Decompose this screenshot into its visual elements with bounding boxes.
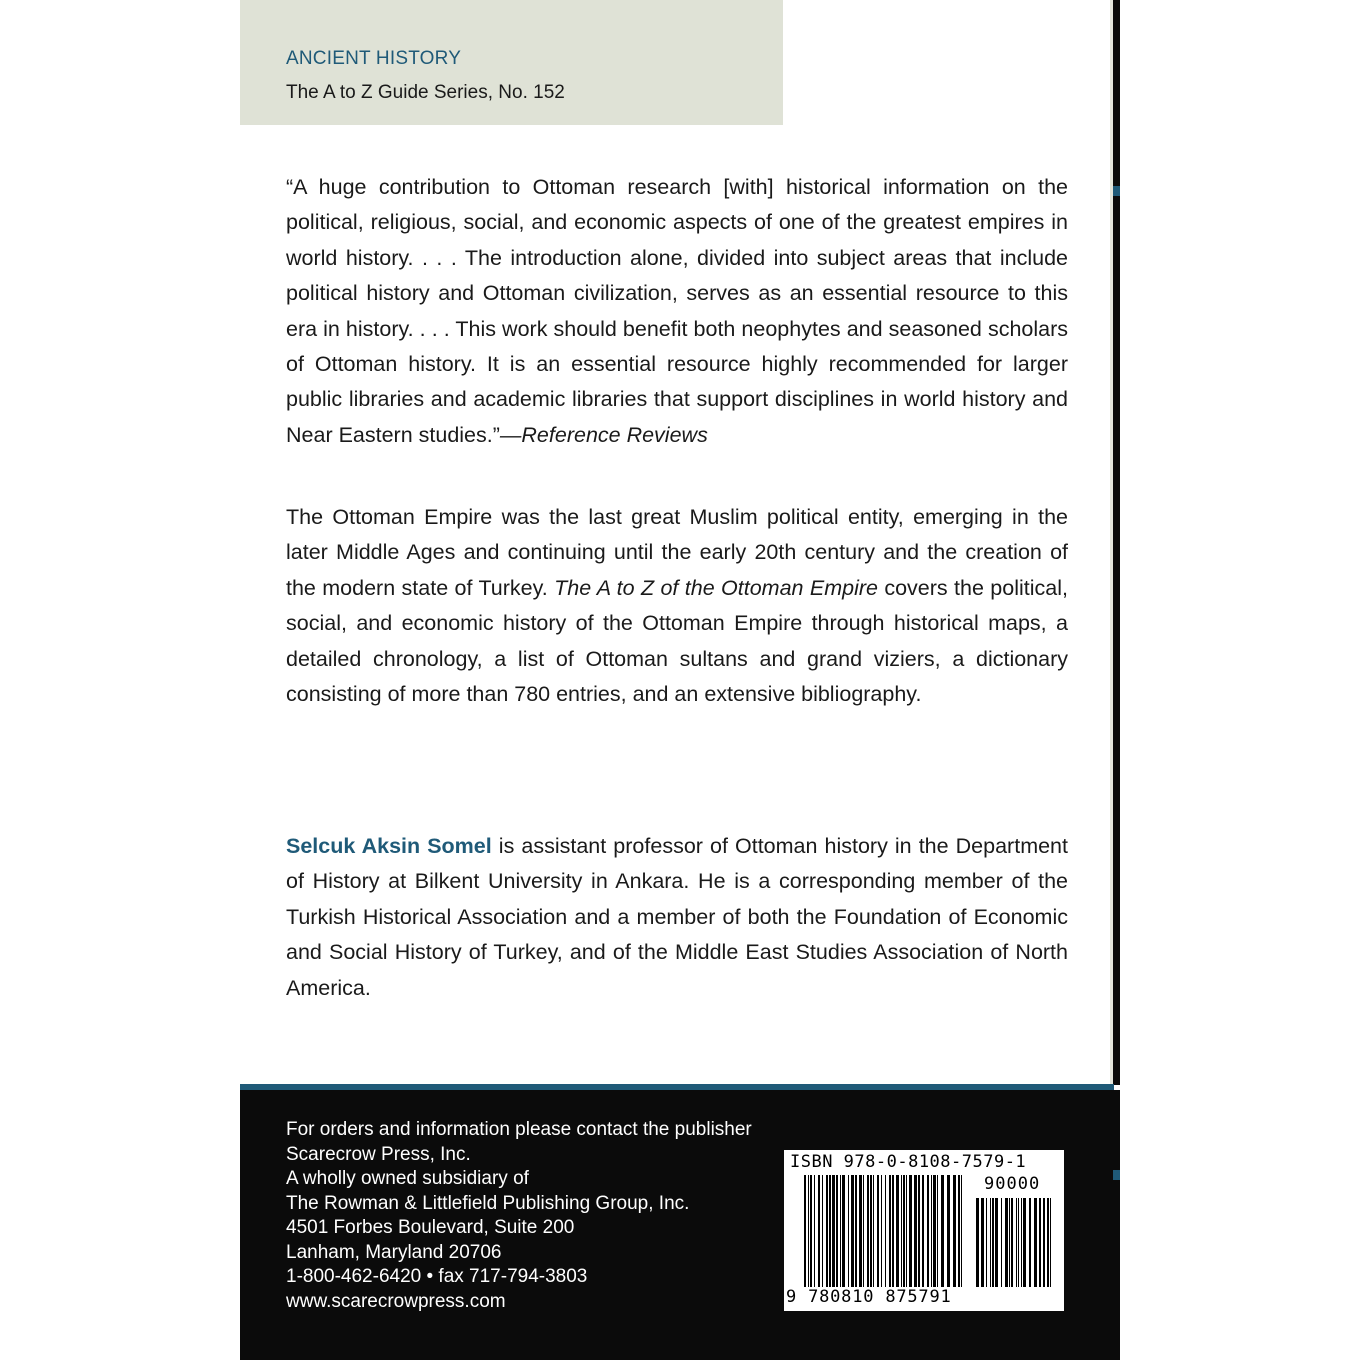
barcode-bar (901, 1175, 902, 1287)
barcode-bar (918, 1175, 920, 1287)
barcode-bar (867, 1175, 869, 1287)
barcode-bar (842, 1175, 845, 1287)
contact-line: www.scarecrowpress.com (286, 1290, 506, 1312)
description-part-2: covers the political, social, and economic history of the Ottoman Empire through historical maps, a detailed chronology, a list of Ottoman sultans and grand viziers, a dictionary consisting of more than 780 entries, and an extensive bibliography. (286, 575, 1068, 707)
barcode-bar (903, 1175, 905, 1287)
barcode-bar (1018, 1198, 1019, 1287)
barcode-bar (1039, 1198, 1041, 1287)
barcode-bar (976, 1198, 979, 1287)
contact-line: 4501 Forbes Boulevard, Suite 200 (286, 1217, 575, 1238)
barcode-bar (863, 1175, 864, 1287)
barcode-bar (877, 1175, 879, 1287)
barcode-bar (1034, 1198, 1037, 1287)
barcode-bar (873, 1175, 874, 1287)
barcode-bar (937, 1175, 938, 1287)
author-bio-text: is assistant professor of Ottoman history in the Department of History at Bilkent University in Ankara. He is a corresponding member of the Turkish Historical Association and a member of both the Foundation of Economic and Social History of Turkey, and of the Middle East Studies Association of North America. (286, 834, 1068, 1000)
book-back-cover (240, 0, 1120, 1360)
barcode-bar (1023, 1198, 1026, 1287)
isbn-barcode (784, 1150, 1064, 1311)
barcode-bar (906, 1175, 907, 1287)
barcode-bar (855, 1175, 857, 1287)
barcode-bar (1009, 1198, 1010, 1287)
barcode-bar (1050, 1198, 1051, 1287)
barcode-bar (896, 1175, 899, 1287)
barcode-bar (992, 1198, 994, 1287)
barcode-bar (1016, 1198, 1017, 1287)
barcode-bar (990, 1198, 991, 1287)
review-quote-text: “A huge contribution to Ottoman research [with] historical information on the political, religious, social, and economic aspects of one of the greatest empires in world history. . . . The introduction alone, divided into subject areas that include political history and Ottoman civilization, serves as an essential resource to this era in history. . . . This work should benefit both neophytes and seasoned scholars of Ottoman history. It is an essential resource highly recommended for larger public libraries and academic libraries that support disciplines in world history and Near Eastern studies.” (286, 175, 1068, 447)
barcode-digits: 9 780810 875791 (786, 1287, 952, 1307)
barcode-bar (848, 1175, 849, 1287)
barcode-bar (909, 1175, 912, 1287)
series-category: ANCIENT HISTORY (286, 48, 462, 69)
barcode-bar (927, 1175, 929, 1287)
barcode-bar (832, 1175, 835, 1287)
barcode-bar (826, 1175, 828, 1287)
barcode-bar (836, 1175, 838, 1287)
barcode-price-code: 90000 (984, 1174, 1041, 1194)
review-source: —Reference Reviews (499, 422, 708, 447)
publisher-footer (240, 1090, 1120, 1360)
barcode-bar (961, 1175, 962, 1287)
barcode-bar (892, 1175, 894, 1287)
barcode-bar (840, 1175, 841, 1287)
barcode-bar (804, 1175, 806, 1287)
barcode-bar (1021, 1198, 1022, 1287)
series-box (240, 0, 783, 125)
contact-line: The Rowman & Littlefield Publishing Group, Inc. (286, 1192, 690, 1214)
publisher-contact (286, 1118, 752, 1314)
barcode-bar (941, 1175, 944, 1287)
barcode-bar (1005, 1198, 1008, 1287)
barcode-bar (922, 1175, 924, 1287)
barcode-bars-main (804, 1175, 966, 1287)
isbn-label: ISBN 978-0-8108-7579-1 (790, 1152, 1027, 1172)
barcode-bar (986, 1198, 987, 1287)
barcode-bar (822, 1175, 823, 1287)
contact-line: Scarecrow Press, Inc. (286, 1143, 471, 1165)
book-description (286, 500, 1068, 712)
contact-line: A wholly owned subsidiary of (286, 1168, 529, 1189)
barcode-bar (1001, 1198, 1002, 1287)
barcode-bar (1043, 1198, 1045, 1287)
spine-tick-mark (1113, 186, 1120, 196)
barcode-bar (1047, 1198, 1049, 1287)
barcode-bar (995, 1198, 998, 1287)
barcode-bar (818, 1175, 820, 1287)
author-name: Selcuk Aksin Somel (286, 834, 492, 858)
barcode-bar (958, 1175, 960, 1287)
barcode-bar (914, 1175, 917, 1287)
barcode-bar (829, 1175, 831, 1287)
barcode-bar (1011, 1198, 1013, 1287)
series-name: The A to Z Guide Series, No. 152 (286, 82, 565, 103)
barcode-bar (889, 1175, 891, 1287)
barcode-bar (814, 1175, 815, 1287)
barcode-bar (931, 1175, 932, 1287)
barcode-bar (851, 1175, 854, 1287)
barcode-bar (870, 1175, 872, 1287)
barcode-bar (947, 1175, 950, 1287)
barcode-bar (808, 1175, 809, 1287)
spine-tick-mark-bottom (1113, 1170, 1120, 1180)
description-book-title: The A to Z of the Ottoman Empire (554, 575, 878, 600)
review-quote (286, 170, 1068, 453)
barcode-bar (953, 1175, 956, 1287)
author-bio (286, 829, 1068, 1006)
barcode-bar (859, 1175, 862, 1287)
barcode-bar (933, 1175, 936, 1287)
barcode-bar (885, 1175, 886, 1287)
barcode-bars-addon (976, 1198, 1056, 1287)
contact-line: Lanham, Maryland 20706 (286, 1241, 502, 1263)
barcode-bar (981, 1198, 984, 1287)
barcode-bar (881, 1175, 882, 1287)
contact-line: 1-800-462-6420 • fax 717-794-3803 (286, 1266, 588, 1287)
contact-line: For orders and information please contact the publisher (286, 1119, 752, 1140)
description-part-1: The Ottoman Empire was the last great Muslim political entity, emerging in the later Middle Ages and continuing until the early 20th century and the creation of the modern state of Turkey. (286, 505, 1068, 600)
barcode-bar (1029, 1198, 1031, 1287)
barcode-bar (810, 1175, 812, 1287)
spine-edge (1113, 0, 1120, 1085)
